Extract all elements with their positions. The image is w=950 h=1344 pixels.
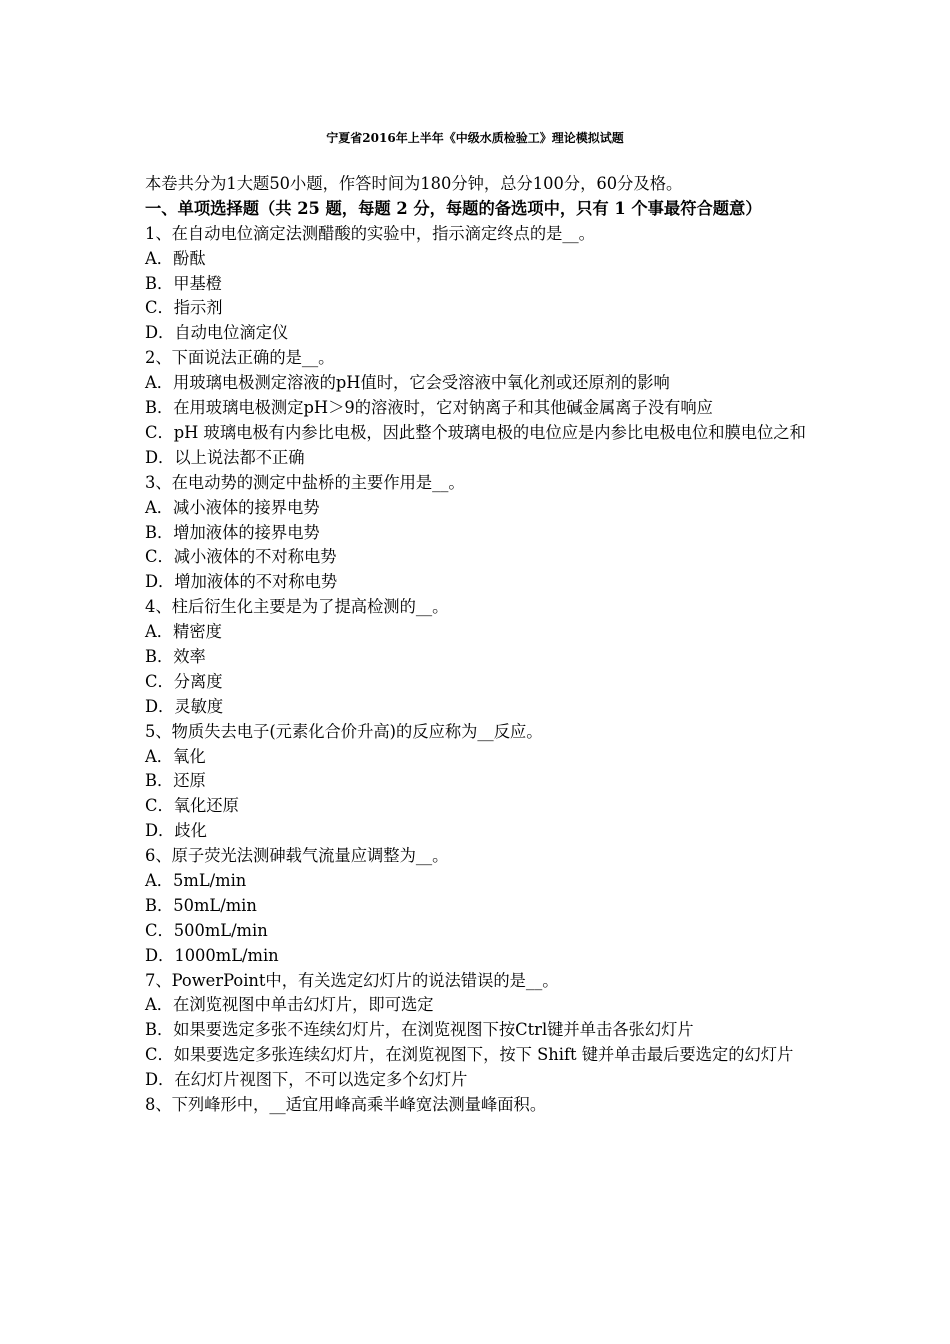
option-b: B．50mL/min <box>145 895 257 915</box>
option-c: C．减小液体的不对称电势 <box>145 547 337 567</box>
question-item <box>145 844 810 968</box>
option-a: A．5mL/min <box>145 870 247 890</box>
option-d: D．1000mL/min <box>145 945 279 965</box>
question-item <box>145 720 810 844</box>
section-heading: 一、单项选择题（共 25 题，每题 2 分，每题的备选项中，只有 1 个事最符合题意） <box>145 198 762 218</box>
option-c: C．分离度 <box>145 671 223 691</box>
question-stem: 2、下面说法正确的是__。 <box>145 348 335 368</box>
option-b: B．效率 <box>145 646 206 666</box>
option-b: B．甲基橙 <box>145 273 223 293</box>
question-stem: 7、PowerPoint中，有关选定幻灯片的说法错误的是__。 <box>145 970 559 990</box>
option-c: C．指示剂 <box>145 298 223 318</box>
option-b: B．如果要选定多张不连续幻灯片，在浏览视图下按Ctrl键并单击各张幻灯片 <box>145 1020 694 1040</box>
question-item <box>145 222 810 346</box>
option-a: A．减小液体的接界电势 <box>145 497 320 517</box>
question-stem: 5、物质失去电子(元素化合价升高)的反应称为__反应。 <box>145 721 543 741</box>
question-item <box>145 1093 810 1118</box>
option-c: C．氧化还原 <box>145 796 239 816</box>
exam-intro: 本卷共分为1大题50小题，作答时间为180分钟，总分100分，60分及格。 <box>145 174 683 193</box>
question-stem: 8、下列峰形中，__适宜用峰高乘半峰宽法测量峰面积。 <box>145 1095 547 1114</box>
question-stem: 1、在自动电位滴定法测醋酸的实验中，指示滴定终点的是__。 <box>145 223 595 243</box>
question-stem: 4、柱后衍生化主要是为了提高检测的__。 <box>145 597 449 617</box>
option-a: A．氧化 <box>145 746 206 766</box>
option-d: D．增加液体的不对称电势 <box>145 572 338 592</box>
question-item <box>145 969 810 1093</box>
question-list <box>145 222 810 1118</box>
question-stem: 3、在电动势的测定中盐桥的主要作用是__。 <box>145 472 465 492</box>
option-b: B．增加液体的接界电势 <box>145 522 320 542</box>
option-b: B．在用玻璃电极测定pH＞9的溶液时，它对钠离子和其他碱金属离子没有响应 <box>145 398 713 418</box>
option-a: A．在浏览视图中单击幻灯片，即可选定 <box>145 995 434 1015</box>
option-c: C．pH 玻璃电极有内参比电极，因此整个玻璃电极的电位应是内参比电极电位和膜电位之和 <box>145 422 806 442</box>
option-d: D．歧化 <box>145 821 207 841</box>
option-a: A．用玻璃电极测定溶液的pH值时，它会受溶液中氧化剂或还原剂的影响 <box>145 373 670 393</box>
option-a: A．精密度 <box>145 622 222 642</box>
option-a: A．酚酞 <box>145 248 206 268</box>
option-d: D．灵敏度 <box>145 696 224 716</box>
option-b: B．还原 <box>145 771 206 791</box>
question-stem: 6、原子荧光法测砷载气流量应调整为__。 <box>145 846 449 866</box>
document-title: 宁夏省2016年上半年《中级水质检验工》理论模拟试题 <box>326 131 624 145</box>
question-item <box>145 346 810 470</box>
option-d: D．在幻灯片视图下，不可以选定多个幻灯片 <box>145 1070 468 1090</box>
option-d: D．自动电位滴定仪 <box>145 323 289 343</box>
question-item <box>145 471 810 595</box>
option-d: D．以上说法都不正确 <box>145 447 305 467</box>
question-item <box>145 595 810 719</box>
option-c: C．500mL/min <box>145 920 268 940</box>
option-c: C．如果要选定多张连续幻灯片，在浏览视图下，按下 Shift 键并单击最后要选定的幻灯片 <box>145 1045 794 1065</box>
document-body <box>145 172 810 1118</box>
